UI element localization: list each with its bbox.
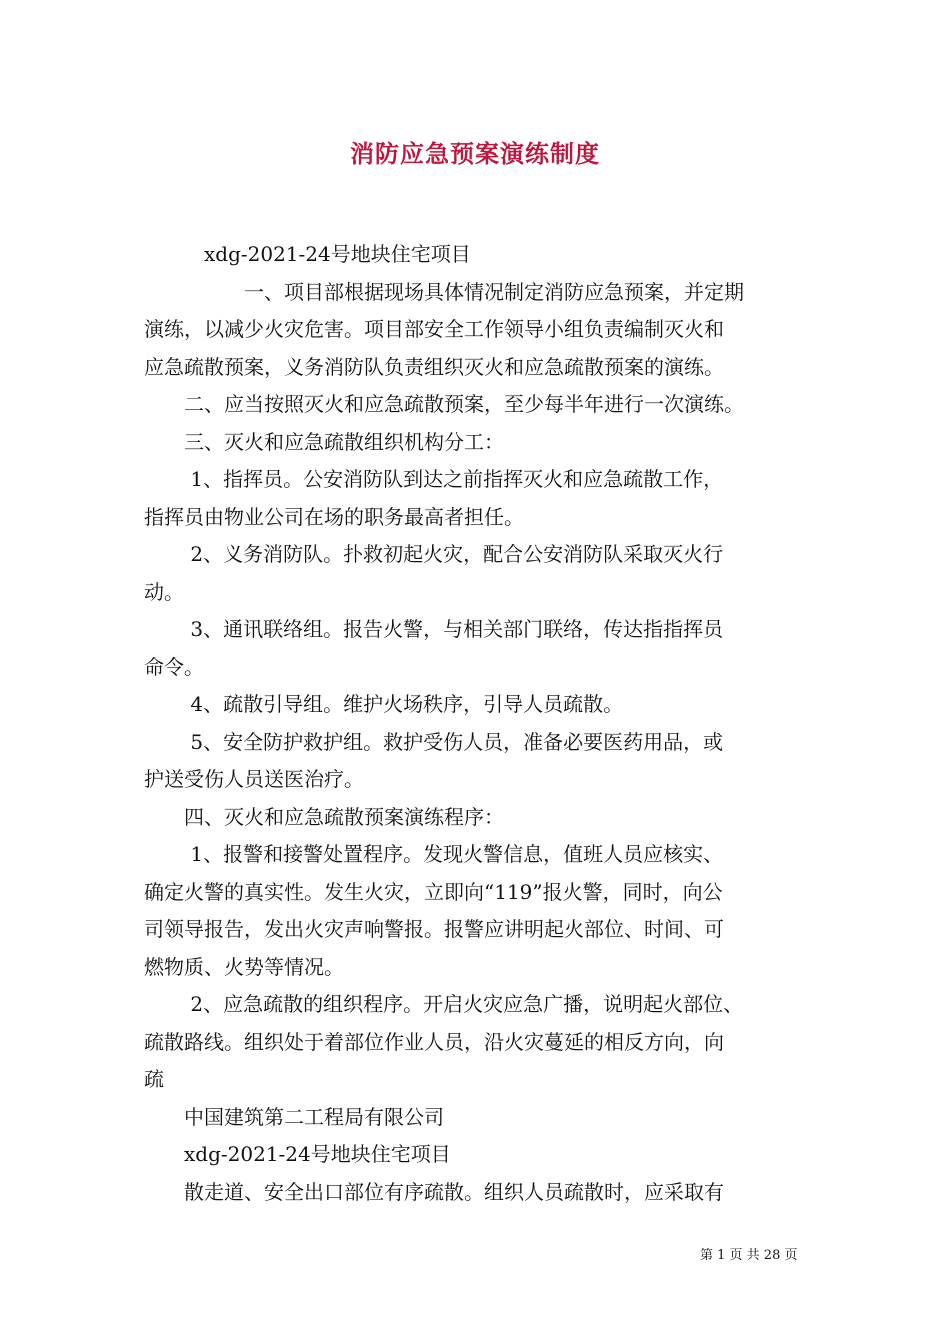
text-line: 4、疏散引导组。维护火场秩序，引导人员疏散。 [144, 692, 624, 716]
page-number-footer: 第 1 页 共 28 页 [700, 1248, 798, 1263]
text-line: 四、灭火和应急疏散预案演练程序： [144, 804, 504, 829]
text-line: 确定火警的真实性。发生火灾，立即向“119”报火警，同时，向公 [144, 879, 723, 904]
text-line: 指挥员由物业公司在场的职务最高者担任。 [144, 504, 524, 529]
text-line: 司领导报告，发出火灾声响警报。报警应讲明起火部位、时间、可 [144, 917, 724, 941]
text-line: 5、安全防护救护组。救护受伤人员，准备必要医药用品，或 [144, 729, 724, 754]
text-line: 命令。 [144, 654, 204, 679]
text-line: xdg-2021-24号地块住宅项目 [144, 242, 471, 266]
text-line: 疏散路线。组织处于着部位作业人员，沿火灾蔓延的相反方向，向 [144, 1029, 724, 1054]
text-line: 一、项目部根据现场具体情况制定消防应急预案，并定期 [144, 279, 744, 304]
page-title: 消防应急预案演练制度 [350, 139, 600, 168]
text-line: 三、灭火和应急疏散组织机构分工： [144, 429, 504, 454]
text-line: 燃物质、火势等情况。 [144, 954, 344, 979]
text-line: 2、应急疏散的组织程序。开启火灾应急广播，说明起火部位、 [144, 992, 744, 1016]
text-line: 中国建筑第二工程局有限公司 [144, 1104, 444, 1129]
text-line: 散走道、安全出口部位有序疏散。组织人员疏散时，应采取有 [144, 1179, 724, 1204]
text-line: 动。 [144, 579, 184, 604]
text-line: 演练，以减少火灾危害。项目部安全工作领导小组负责编制灭火和 [144, 317, 724, 341]
text-line: 二、应当按照灭火和应急疏散预案，至少每半年进行一次演练。 [144, 392, 744, 416]
text-line: 1、报警和接警处置程序。发现火警信息，值班人员应核实、 [144, 842, 724, 866]
text-line: xdg-2021-24号地块住宅项目 [144, 1142, 451, 1166]
text-line: 应急疏散预案，义务消防队负责组织灭火和应急疏散预案的演练。 [144, 354, 724, 379]
text-line: 2、义务消防队。扑救初起火灾，配合公安消防队采取灭火行 [144, 542, 724, 566]
text-line: 3、通讯联络组。报告火警，与相关部门联络，传达指指挥员 [144, 617, 724, 641]
text-line: 1、指挥员。公安消防队到达之前指挥灭火和应急疏散工作， [144, 467, 724, 491]
text-line: 护送受伤人员送医治疗。 [144, 767, 364, 791]
document-body [144, 236, 812, 1211]
text-line: 疏 [144, 1067, 164, 1091]
